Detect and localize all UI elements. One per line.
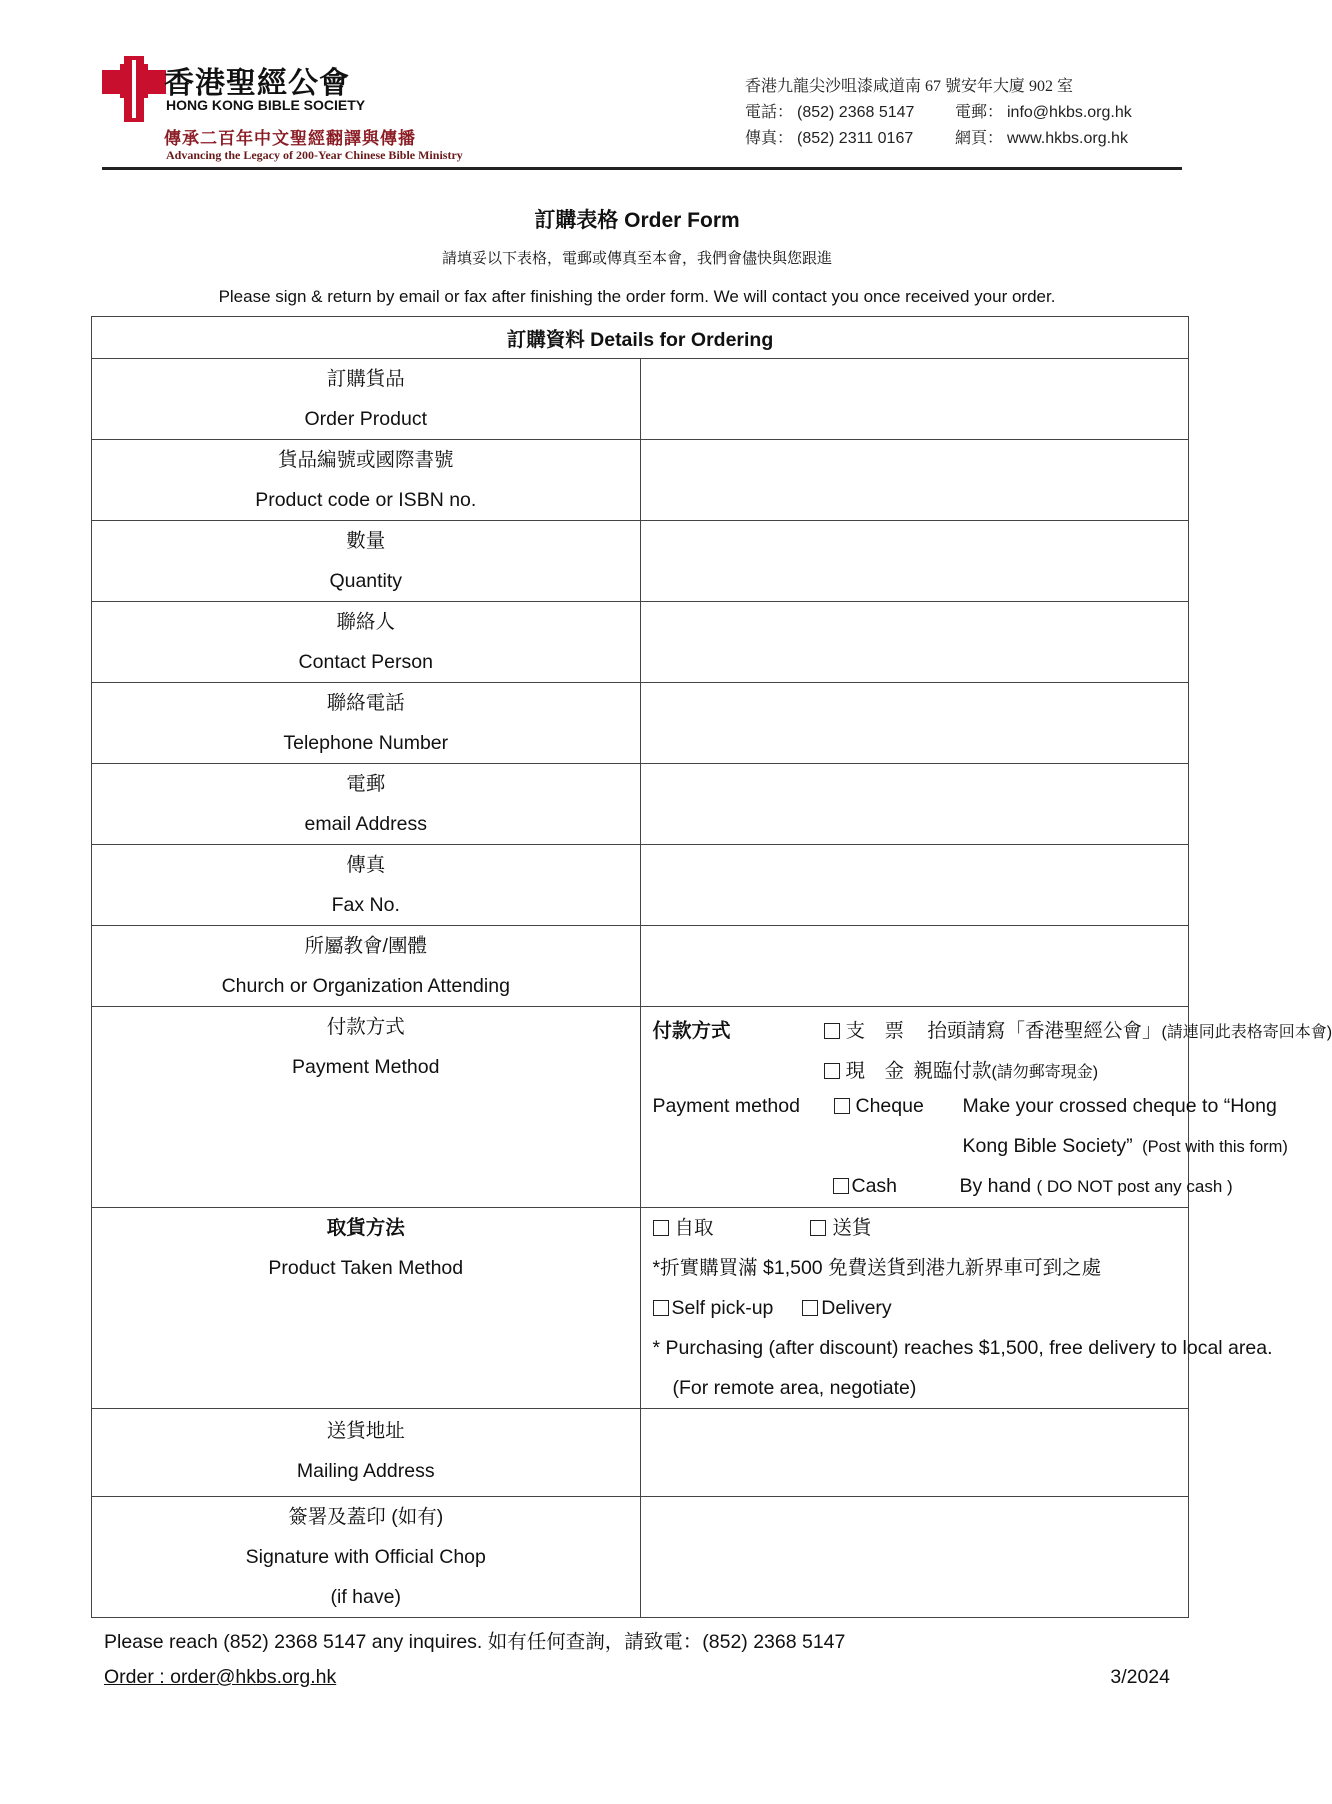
row-label [92, 521, 641, 602]
footer-date: 3/2024 [1110, 1666, 1170, 1688]
email-label: 電郵： [955, 104, 1004, 121]
self-pickup-checkbox-en[interactable] [653, 1300, 669, 1316]
instruction-cn: 請填妥以下表格，電郵或傳真至本會，我們會儘快與您跟進 [441, 250, 832, 267]
footer-order-link[interactable]: Order : order@hkbs.org.hk [104, 1666, 337, 1688]
row-label [92, 1208, 641, 1409]
row-label [92, 1409, 641, 1497]
cash-checkbox-cn[interactable] [824, 1063, 840, 1079]
cheque-desc-en-2: Kong Bible Society” [962, 1135, 1133, 1157]
email-value[interactable]: info@hkbs.org.hk [1007, 104, 1132, 121]
cash-note-en: ( DO NOT post any cash ) [1036, 1177, 1233, 1196]
label-en: Telephone Number [283, 732, 449, 754]
row-label [92, 440, 641, 521]
cheque-checkbox-cn[interactable] [824, 1023, 840, 1039]
label-en: Product Taken Method [268, 1257, 464, 1279]
mailing-address-field[interactable] [640, 1409, 1189, 1497]
order-details-table [91, 316, 1332, 1618]
fax-field[interactable] [640, 845, 1189, 926]
cheque-en: Cheque [855, 1095, 924, 1117]
fax-value: (852) 2311 0167 [797, 130, 914, 147]
cash-desc-cn: 親臨付款 [913, 1060, 992, 1082]
row-label [92, 926, 641, 1007]
delivery-note-cn: *折實購買滿 $1,500 免費送貨到港九新界車可到之處 [652, 1257, 1102, 1279]
church-field[interactable] [640, 926, 1189, 1007]
cheque-checkbox-en[interactable] [834, 1098, 850, 1114]
row-label [92, 359, 641, 440]
label-en: Fax No. [331, 894, 400, 916]
email-field[interactable] [640, 764, 1189, 845]
label-cn: 數量 [346, 530, 386, 552]
address: 香港九龍尖沙咀漆咸道南 67 號安年大廈 902 室 [745, 78, 1074, 95]
label-cn: 電郵 [346, 773, 386, 795]
label-cn: 聯絡人 [336, 611, 395, 633]
label-en: Order Product [304, 408, 427, 430]
table-heading: 訂購資料 Details for Ordering [92, 317, 1189, 359]
label-en: Signature with Official Chop [245, 1546, 486, 1568]
label-cn: 取貨方法 [326, 1217, 405, 1239]
fax-label: 傳真： [745, 130, 794, 147]
label-en: Quantity [329, 570, 403, 592]
contact-person-field[interactable] [640, 602, 1189, 683]
row-label [92, 683, 641, 764]
form-title: 訂購表格 Order Form [534, 209, 740, 232]
label-en: Payment Method [292, 1056, 440, 1078]
self-pickup-checkbox-cn[interactable] [653, 1220, 669, 1236]
payment-label-en: Payment method [652, 1095, 800, 1117]
label-en: Contact Person [298, 651, 433, 673]
letterhead [102, 52, 1182, 170]
row-label [92, 1497, 641, 1618]
cash-note-cn: (請勿郵寄現金) [991, 1064, 1099, 1081]
cheque-cn: 支 票 [845, 1020, 905, 1042]
self-en: Self pick-up [671, 1297, 774, 1319]
delivery-en: Delivery [821, 1297, 892, 1319]
delivery-note-en: * Purchasing (after discount) reaches $1,500, free delivery to local area. [652, 1337, 1273, 1359]
org-name-en: HONG KONG BIBLE SOCIETY [166, 97, 366, 113]
cash-checkbox-en[interactable] [833, 1178, 849, 1194]
motto-en: Advancing the Legacy of 200-Year Chinese Bible Ministry [166, 148, 463, 162]
order-product-field[interactable] [640, 359, 1189, 440]
label-en: Church or Organization Attending [221, 975, 510, 997]
label-en: Product code or ISBN no. [255, 489, 477, 511]
cash-en: Cash [851, 1175, 898, 1197]
motto-cn: 傳承二百年中文聖經翻譯與傳播 [164, 129, 416, 149]
label-cn: 付款方式 [326, 1016, 405, 1038]
product-code-field[interactable] [640, 440, 1189, 521]
telephone-field[interactable] [640, 683, 1189, 764]
label-cn: 聯絡電話 [326, 692, 405, 714]
payment-method-cell [640, 1007, 1332, 1208]
hkbs-logo-icon [102, 56, 166, 122]
tel-label: 電話： [745, 104, 794, 121]
cheque-desc-cn: 抬頭請寫「香港聖經公會」 [927, 1020, 1162, 1042]
cash-cn: 現 金 [845, 1060, 905, 1082]
cash-desc-en: By hand [959, 1175, 1032, 1197]
tel-value: (852) 2368 5147 [797, 104, 915, 121]
row-label [92, 845, 641, 926]
label-cn: 傳真 [346, 854, 386, 876]
web-value[interactable]: www.hkbs.org.hk [1007, 130, 1128, 147]
web-label: 網頁： [955, 130, 1004, 147]
self-cn: 自取 [674, 1217, 714, 1239]
cheque-note-cn: (請連同此表格寄回本會) [1161, 1024, 1332, 1041]
footer-inquiry: Please reach (852) 2368 5147 any inquires. 如有任何查詢，請致電：(852) 2368 5147 [104, 1631, 846, 1653]
cheque-desc-en-1: Make your crossed cheque to “Hong [962, 1095, 1277, 1117]
label-cn: 送貨地址 [326, 1420, 405, 1442]
delivery-note-en-2: (For remote area, negotiate) [672, 1377, 917, 1399]
label-cn: 訂購貨品 [326, 368, 405, 390]
cheque-note-en: (Post with this form) [1142, 1138, 1288, 1156]
signature-field[interactable] [640, 1497, 1189, 1618]
payment-label-cn: 付款方式 [652, 1020, 731, 1042]
delivery-checkbox-en[interactable] [802, 1300, 818, 1316]
instruction-en: Please sign & return by email or fax after finishing the order form. We will contact you once received your order. [218, 287, 1056, 306]
label-cn: 貨品編號或國際書號 [277, 449, 454, 471]
delivery-checkbox-cn[interactable] [810, 1220, 826, 1236]
label-en-2: (if have) [330, 1586, 401, 1608]
row-label [92, 764, 641, 845]
label-en: Mailing Address [296, 1460, 435, 1482]
delivery-cn: 送貨 [832, 1217, 872, 1239]
taken-method-cell [640, 1208, 1273, 1409]
row-label [92, 1007, 641, 1208]
label-cn: 簽署及蓋印 (如有) [288, 1506, 444, 1528]
row-label [92, 602, 641, 683]
contact-block [745, 74, 1132, 152]
label-cn: 所屬教會/團體 [304, 935, 427, 957]
org-name-cn: 香港聖經公會 [164, 66, 350, 101]
quantity-field[interactable] [640, 521, 1189, 602]
label-en: email Address [304, 813, 427, 835]
